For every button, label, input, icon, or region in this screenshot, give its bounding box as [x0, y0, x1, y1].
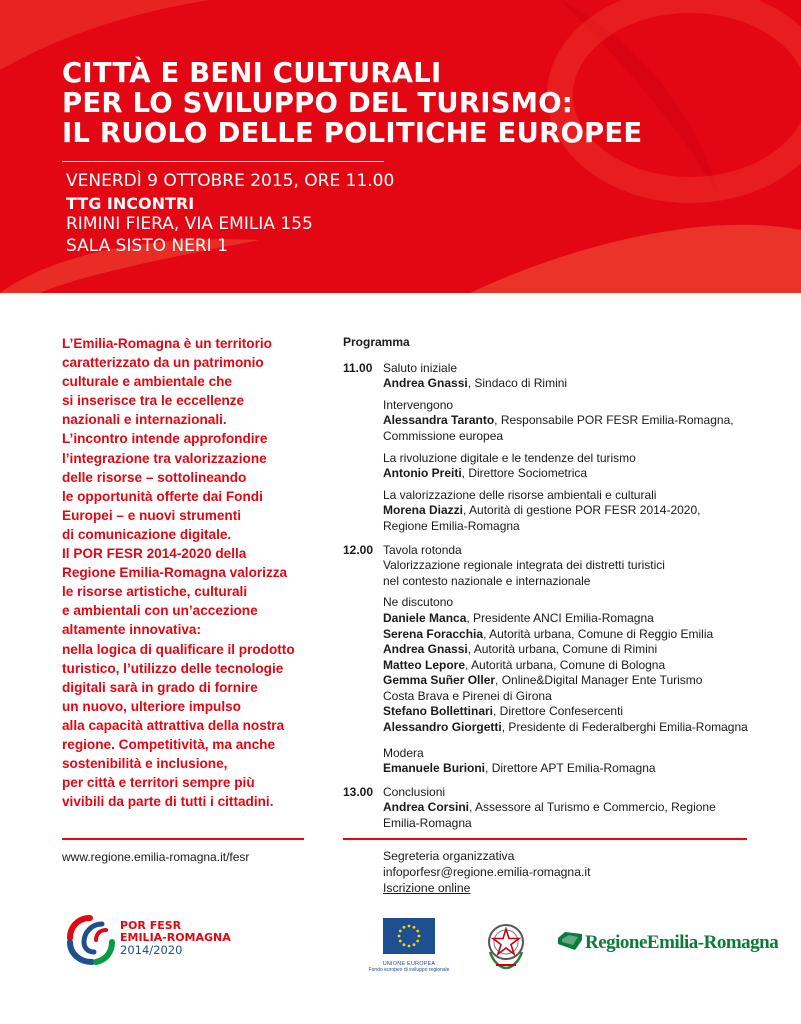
speaker-role: , Direttore Sociometrica: [461, 466, 588, 481]
intro-line: delle risorse – sottolineando: [62, 469, 247, 485]
title-divider: [62, 161, 384, 162]
intro-line: L’Emilia-Romagna è un territorio: [62, 336, 272, 351]
speaker-role-cont: Emilia-Romagna: [383, 816, 472, 831]
panel-member-role-cont: Costa Brava e Pirenei di Girona: [383, 688, 552, 703]
slot-title: Conclusioni: [383, 784, 446, 799]
intro-line: caratterizzato da un patrimonio: [62, 355, 264, 371]
slot-title: Saluto iniziale: [383, 360, 458, 375]
panel-member: Alessandro Giorgetti, Presidente di Federalberghi Emilia-Romagna: [383, 720, 748, 735]
slot-title: Tavola rotonda: [383, 542, 462, 557]
intro-line: le opportunità offerte dai Fondi: [62, 488, 263, 504]
intro-line: Regione Emilia-Romagna valorizza: [62, 565, 288, 581]
speaker-role: , Sindaco di Rimini: [467, 376, 568, 391]
speaker-role: , Responsabile POR FESR Emilia-Romagna,: [494, 413, 734, 428]
intro-line: l’integrazione tra valorizzazione: [62, 450, 267, 466]
moderator-name: Emanuele Burioni: [383, 761, 486, 776]
title-line-2: PER LO SVILUPPO DEL TURISMO:: [62, 87, 573, 119]
panel-member: Matteo Lepore, Autorità urbana, Comune di Bologna: [383, 657, 666, 672]
programme-slot-1300: [343, 785, 773, 832]
panel-member: Stefano Bollettinari, Direttore Confesercenti: [383, 704, 624, 719]
speaker-name: Andrea Corsini: [383, 800, 470, 815]
intro-line: Il POR FESR 2014-2020 della: [62, 546, 247, 562]
intro-line: regione. Competitività, ma anche: [62, 736, 276, 752]
speaker-role-cont: Regione Emilia-Romagna: [383, 518, 520, 533]
eu-caption: UNIONE EUROPEA: [382, 961, 436, 967]
regione-emilia-romagna-logo: [557, 930, 779, 956]
italian-republic-emblem-icon: [482, 918, 530, 972]
regione-emilia-romagna-mark-icon: [557, 930, 583, 952]
secretariat-label: Segreteria organizzativa: [383, 849, 515, 863]
slot-time: 12.00: [343, 542, 374, 557]
slot-subtitle: nel contesto nazionale e internazionale: [383, 573, 591, 588]
intro-line: le risorse artistiche, culturali: [62, 584, 248, 600]
title-line-1: CITTÀ E BENI CULTURALI: [62, 57, 442, 89]
eu-logo: [363, 918, 455, 974]
programme: [343, 335, 773, 838]
intro-line: culturale e ambientale che: [62, 374, 232, 390]
talk-topic: La valorizzazione delle risorse ambientali e culturali: [383, 487, 657, 502]
speaker-role-cont: Commissione europea: [383, 428, 504, 443]
panel-member: Daniele Manca, Presidente ANCI Emilia-Romagna: [383, 610, 654, 625]
panel-label: Ne discutono: [383, 595, 454, 610]
moderator-label: Modera: [383, 745, 424, 760]
intro-line: un nuovo, ulteriore impulso: [62, 698, 241, 714]
intro-line: Europei – e nuovi strumenti: [62, 507, 242, 523]
moderator-role: , Direttore APT Emilia-Romagna: [485, 761, 656, 776]
event-venue: RIMINI FIERA, VIA EMILIA 155: [66, 214, 313, 234]
slot-subtitle: Valorizzazione regionale integrata dei distretti turistici: [383, 558, 665, 573]
speaker-role: , Autorità di gestione POR FESR 2014-2020,: [463, 503, 701, 518]
intro-line: per città e territori sempre più: [62, 775, 255, 791]
website-link[interactable]: www.regione.emilia-romagna.it/fesr: [62, 850, 250, 864]
speaker-name: Antonio Preiti: [383, 466, 462, 481]
por-fesr-wordmark: POR FESR EMILIA-ROMAGNA 2014/2020: [120, 919, 231, 957]
event-name: TTG INCONTRI: [66, 193, 195, 213]
programme-heading: Programma: [343, 335, 410, 349]
left-divider: [62, 838, 304, 840]
intro-line: di comunicazione digitale.: [62, 526, 232, 542]
slot-time: 11.00: [343, 360, 373, 375]
right-divider: [343, 838, 747, 840]
intro-line: alla capacità attrattiva della nostra: [62, 717, 285, 733]
eu-flag-icon: [383, 918, 435, 954]
intro-line: sostenibilità e inclusione,: [62, 756, 228, 772]
speaker-name: Alessandra Taranto: [383, 413, 495, 428]
slot-time: 13.00: [343, 784, 374, 799]
speaker-name: Morena Diazzi: [383, 503, 464, 518]
talk-topic: La rivoluzione digitale e le tendenze del turismo: [383, 450, 636, 465]
panel-member: Andrea Gnassi, Autorità urbana, Comune di Rimini: [383, 642, 658, 657]
event-room: SALA SISTO NERI 1: [66, 235, 228, 256]
intro-line: e ambientali con un’accezione: [62, 603, 258, 619]
por-fesr-mark-icon: [62, 912, 118, 968]
event-title: [62, 58, 642, 148]
speaker-role: , Assessore al Turismo e Commercio, Regione: [469, 800, 716, 815]
intro-line: turistico, l’utilizzo delle tecnologie: [62, 660, 284, 676]
eu-caption-fund: Fondo europeo di sviluppo regionale: [368, 967, 450, 973]
regione-emilia-romagna-wordmark: RegioneEmilia-Romagna: [585, 932, 779, 953]
intro-line: nella logica di qualificare il prodotto: [62, 641, 295, 657]
intro-line: vivibili da parte di tutti i cittadini.: [62, 794, 274, 810]
intro-line: si inserisce tra le eccellenze: [62, 393, 245, 409]
speaker-name: Andrea Gnassi: [383, 376, 468, 391]
programme-slot-1200: [343, 543, 773, 777]
programme-slot-1100: [343, 361, 773, 535]
intro-text: [62, 334, 322, 811]
por-fesr-logo: [62, 912, 237, 972]
secretariat: [383, 848, 590, 896]
header-banner: [0, 0, 801, 293]
intro-line: L’incontro intende approfondire: [62, 431, 268, 447]
panel-member: Serena Foracchia, Autorità urbana, Comune di Reggio Emilia: [383, 626, 714, 641]
intro-line: nazionali e internazionali.: [62, 412, 227, 428]
event-date: VENERDÌ 9 OTTOBRE 2015, ORE 11.00: [66, 171, 395, 191]
title-line-3: IL RUOLO DELLE POLITICHE EUROPEE: [62, 117, 643, 149]
intro-line: digitali sarà in grado di fornire: [62, 679, 258, 695]
speakers-label: Intervengono: [383, 397, 454, 412]
panel-member: Gemma Suñer Oller, Online&Digital Manager Ente Turismo: [383, 673, 703, 688]
event-details: [66, 171, 394, 257]
registration-link[interactable]: Iscrizione online: [383, 881, 471, 895]
intro-line: altamente innovativa:: [62, 622, 201, 638]
secretariat-email[interactable]: infoporfesr@regione.emilia-romagna.it: [383, 865, 591, 879]
